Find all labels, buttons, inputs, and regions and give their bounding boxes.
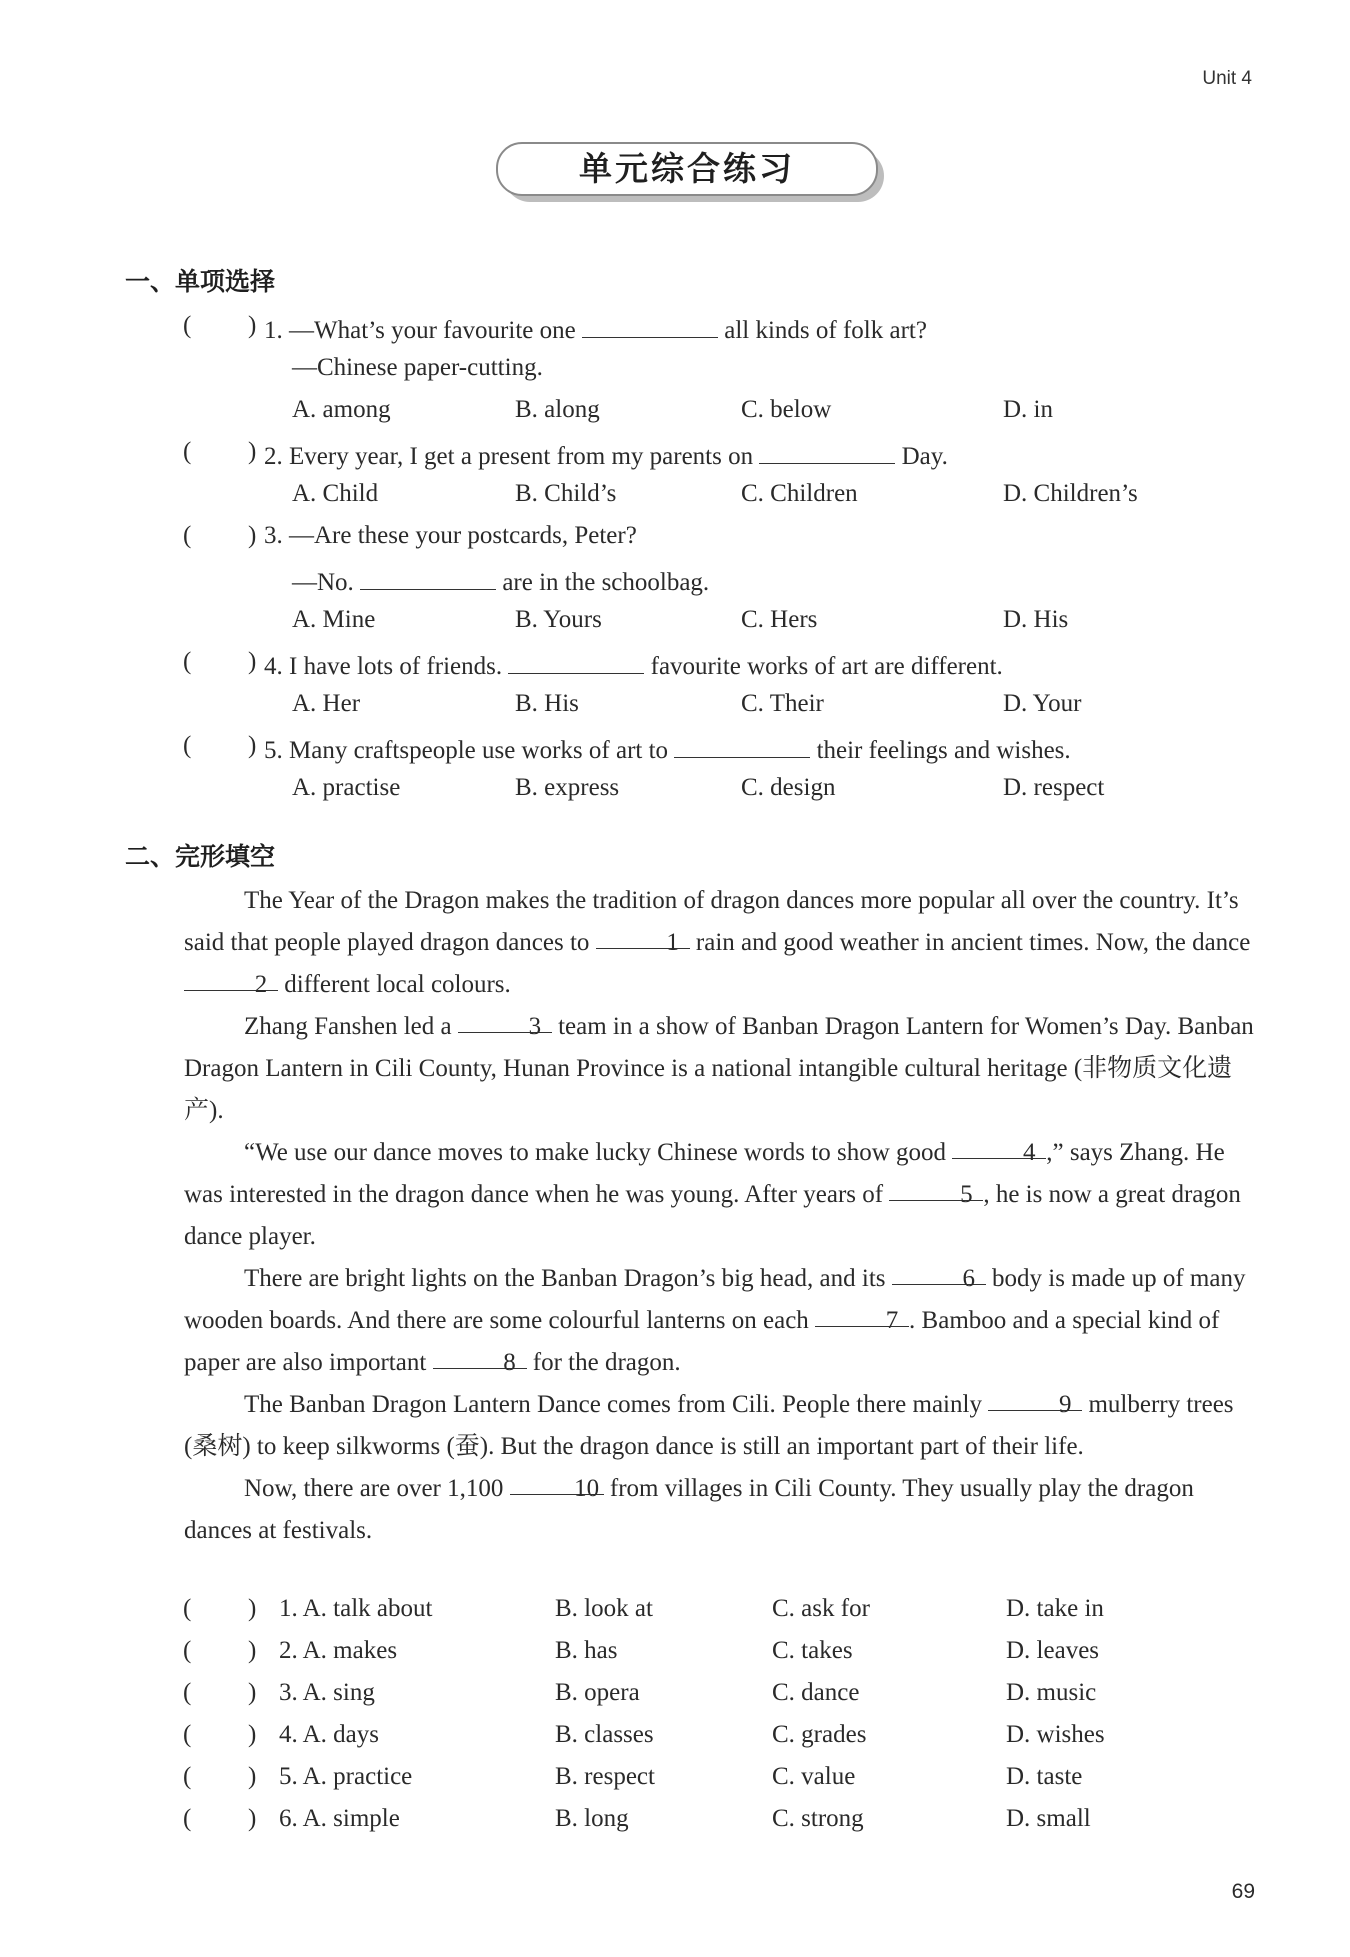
- question-1: [264, 311, 927, 346]
- answer-paren-open: (: [183, 1637, 192, 1664]
- cloze-blank[interactable]: 7: [815, 1300, 909, 1327]
- passage-paragraph: The Year of the Dragon makes the tradition of dragon dances more popular all over the country. It’s said that people played dragon dances to 1 rain and good weather in ancient times. Now, the dance 2 different local colours.: [184, 887, 1251, 998]
- cloze-blank[interactable]: 3: [458, 1006, 552, 1033]
- option-d: D. His: [1003, 606, 1069, 633]
- passage-paragraph: There are bright lights on the Banban Dragon’s big head, and its 6 body is made up of many wooden boards. And there are some colourful lanterns on each 7 . Bamboo and a special kind of paper are also important 8 for the dragon.: [184, 1258, 1254, 1384]
- answer-paren-open: (: [183, 648, 192, 675]
- page-title: 单元综合练习: [496, 142, 878, 196]
- answer-paren-close: ): [248, 1763, 257, 1790]
- option-b: B. Child’s: [515, 480, 617, 507]
- passage-paragraph: The Banban Dragon Lantern Dance comes from Cili. People there mainly 9 mulberry trees (桑树) to keep silkworms (蚕). But the dragon dance is still an important part of their life.: [184, 1384, 1254, 1468]
- option-a: A. among: [292, 396, 391, 423]
- option-d: D. Children’s: [1003, 480, 1138, 507]
- question-text: their feelings and wishes.: [816, 737, 1071, 764]
- question-text: Day.: [901, 443, 948, 470]
- option-b: B. look at: [555, 1595, 653, 1622]
- passage-paragraph: Now, there are over 1,100 10 from villages in Cili County. They usually play the dragon dances at festivals.: [184, 1468, 1254, 1552]
- answer-blank[interactable]: [582, 311, 718, 338]
- option-c: C. dance: [772, 1679, 860, 1706]
- answer-paren-close: ): [248, 522, 257, 549]
- option-a: 2. A. makes: [279, 1637, 398, 1664]
- option-d: D. take in: [1006, 1595, 1104, 1622]
- option-c: C. Hers: [741, 606, 818, 633]
- cloze-blank[interactable]: 8: [433, 1342, 527, 1369]
- option-c: C. design: [741, 774, 836, 801]
- question-5: [264, 731, 1071, 766]
- answer-paren-close: ): [248, 732, 257, 759]
- answer-paren-open: (: [183, 1805, 192, 1832]
- option-d: D. Your: [1003, 690, 1082, 717]
- question-number: 2.: [264, 443, 283, 470]
- option-a: A. practise: [292, 774, 401, 801]
- option-b: B. long: [555, 1805, 629, 1832]
- option-c: C. takes: [772, 1637, 853, 1664]
- answer-paren-open: (: [183, 1679, 192, 1706]
- answer-paren-open: (: [183, 522, 192, 549]
- answer-blank[interactable]: [674, 731, 810, 758]
- option-c: C. strong: [772, 1805, 864, 1832]
- question-number: 5.: [264, 737, 283, 764]
- page-number: 69: [1231, 1880, 1255, 1903]
- section-title-single-choice: 一、单项选择: [125, 267, 276, 296]
- answer-blank[interactable]: [508, 647, 644, 674]
- answer-paren-close: ): [248, 438, 257, 465]
- answer-paren-close: ): [248, 312, 257, 339]
- option-b: B. express: [515, 774, 620, 801]
- option-b: B. opera: [555, 1679, 640, 1706]
- question-text: I have lots of friends.: [289, 653, 503, 680]
- answer-paren-close: ): [248, 1637, 257, 1664]
- question-number: 1.: [264, 317, 283, 344]
- question-2: [264, 437, 948, 472]
- option-d: D. in: [1003, 396, 1053, 423]
- cloze-blank[interactable]: 6: [892, 1258, 986, 1285]
- option-d: D. taste: [1006, 1763, 1083, 1790]
- answer-paren-close: ): [248, 648, 257, 675]
- answer-paren-open: (: [183, 732, 192, 759]
- title-banner: [496, 142, 886, 202]
- question-number: 3.: [264, 522, 283, 549]
- passage-paragraph: “We use our dance moves to make lucky Chinese words to show good 4 ,” says Zhang. He was interested in the dragon dance when he was young. After years of 5 , he is now a great dragon dance player.: [184, 1132, 1254, 1258]
- question-number: 4.: [264, 653, 283, 680]
- option-d: D. leaves: [1006, 1637, 1100, 1664]
- question-text: Many craftspeople use works of art to: [289, 737, 669, 764]
- answer-paren-close: ): [248, 1679, 257, 1706]
- option-c: C. grades: [772, 1721, 867, 1748]
- option-a: A. Mine: [292, 606, 376, 633]
- answer-paren-close: ): [248, 1721, 257, 1748]
- cloze-blank[interactable]: 10: [510, 1468, 604, 1495]
- cloze-blank[interactable]: 4: [952, 1132, 1046, 1159]
- answer-paren-close: ): [248, 1805, 257, 1832]
- question-text: —No.: [292, 569, 354, 596]
- option-c: C. value: [772, 1763, 856, 1790]
- option-a: A. Her: [292, 690, 361, 717]
- answer-paren-open: (: [183, 1595, 192, 1622]
- option-c: C. Children: [741, 480, 858, 507]
- question-3: [264, 521, 637, 551]
- option-a: A. Child: [292, 480, 379, 507]
- option-b: B. respect: [555, 1763, 655, 1790]
- question-4: [264, 647, 1003, 682]
- option-b: B. has: [555, 1637, 618, 1664]
- option-d: D. small: [1006, 1805, 1091, 1832]
- answer-blank[interactable]: [360, 563, 496, 590]
- question-text: favourite works of art are different.: [650, 653, 1003, 680]
- question-text: —What’s your favourite one: [289, 317, 576, 344]
- question-1-reply: —Chinese paper-cutting.: [292, 354, 543, 381]
- unit-label: Unit 4: [1202, 68, 1252, 89]
- option-d: D. music: [1006, 1679, 1097, 1706]
- option-c: C. ask for: [772, 1595, 870, 1622]
- option-b: B. along: [515, 396, 600, 423]
- section-title-cloze: 二、完形填空: [125, 842, 276, 871]
- answer-paren-open: (: [183, 1763, 192, 1790]
- option-b: B. classes: [555, 1721, 654, 1748]
- option-a: 5. A. practice: [279, 1763, 413, 1790]
- answer-paren-open: (: [183, 312, 192, 339]
- passage-paragraph: Zhang Fanshen led a 3 team in a show of Banban Dragon Lantern for Women’s Day. Banban Dragon Lantern in Cili County, Hunan Province is a national intangible cultural heritage (非物质文化遗产).: [184, 1006, 1254, 1132]
- cloze-blank[interactable]: 5: [889, 1174, 983, 1201]
- question-3-reply: [292, 563, 709, 598]
- option-a: 1. A. talk about: [279, 1595, 433, 1622]
- question-text: —Are these your postcards, Peter?: [289, 522, 637, 549]
- cloze-passage: [184, 880, 1254, 1552]
- answer-paren-open: (: [183, 438, 192, 465]
- option-a: 6. A. simple: [279, 1805, 400, 1832]
- cloze-blank[interactable]: 2: [184, 964, 278, 991]
- option-c: C. below: [741, 396, 832, 423]
- question-text: all kinds of folk art?: [724, 317, 927, 344]
- option-a: 4. A. days: [279, 1721, 379, 1748]
- option-d: D. wishes: [1006, 1721, 1105, 1748]
- option-a: 3. A. sing: [279, 1679, 375, 1706]
- cloze-blank[interactable]: 9: [988, 1384, 1082, 1411]
- cloze-blank[interactable]: 1: [596, 922, 690, 949]
- question-text: Every year, I get a present from my parents on: [289, 443, 754, 470]
- answer-blank[interactable]: [759, 437, 895, 464]
- answer-paren-open: (: [183, 1721, 192, 1748]
- answer-paren-close: ): [248, 1595, 257, 1622]
- option-d: D. respect: [1003, 774, 1105, 801]
- option-b: B. His: [515, 690, 579, 717]
- question-text: are in the schoolbag.: [502, 569, 710, 596]
- option-c: C. Their: [741, 690, 824, 717]
- option-b: B. Yours: [515, 606, 602, 633]
